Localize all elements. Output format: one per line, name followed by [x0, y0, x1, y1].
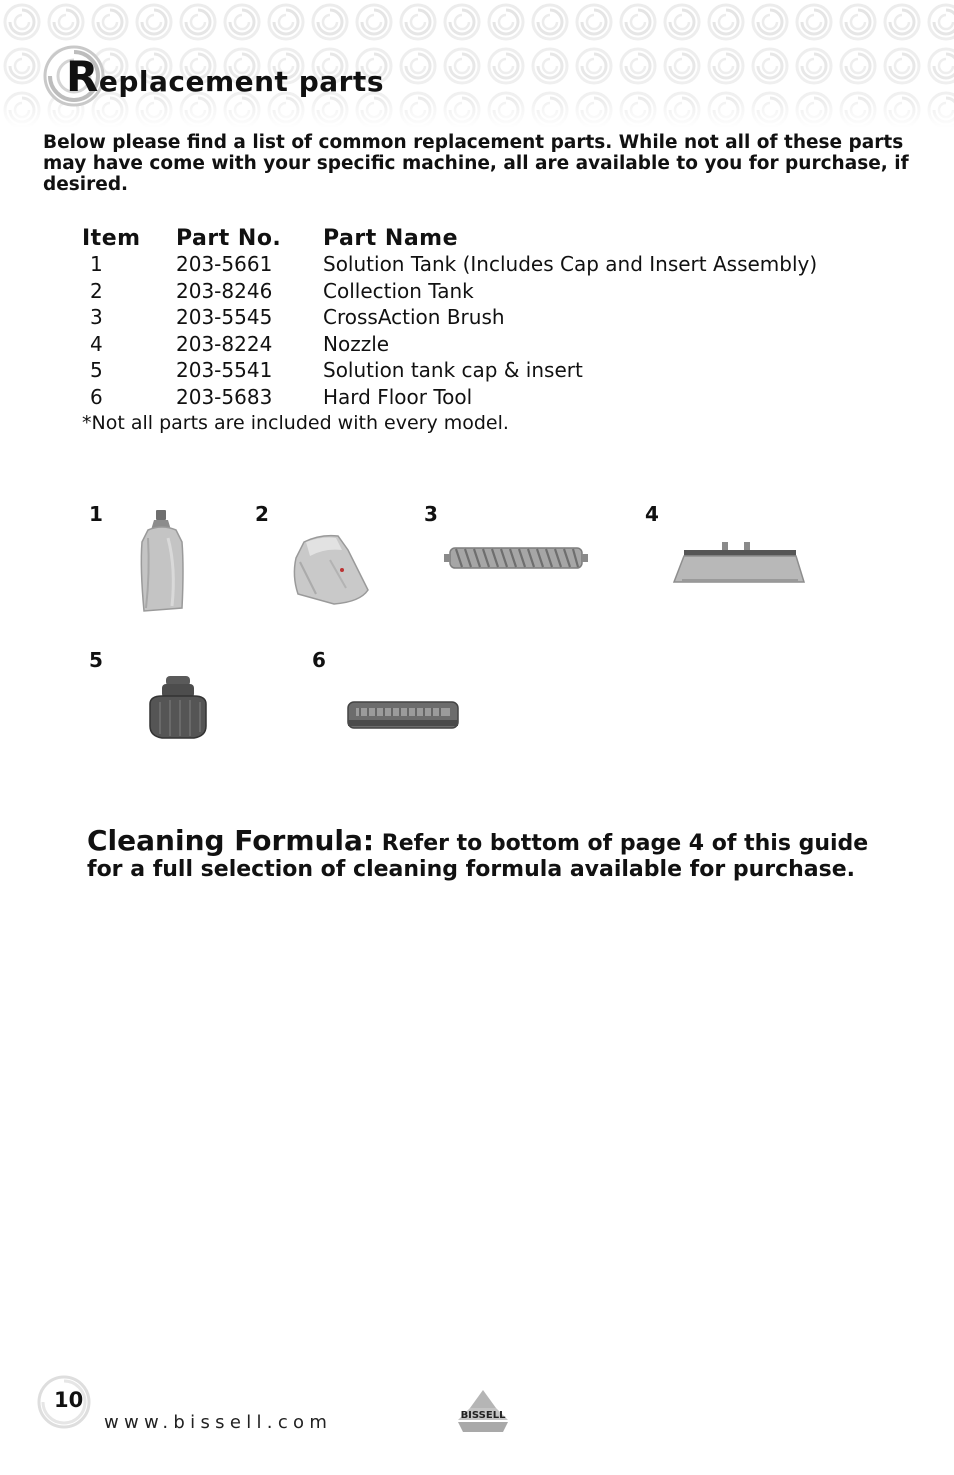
crossaction-brush-icon	[444, 542, 588, 576]
row-part-no: 203-5683	[176, 384, 273, 409]
title-initial: R	[66, 52, 99, 101]
page-title	[66, 52, 384, 101]
figure-label-1: 1	[89, 502, 103, 526]
website-url: www.bissell.com	[104, 1412, 333, 1433]
row-part-no: 203-5541	[176, 358, 273, 382]
row-item: 2	[90, 278, 103, 303]
formula-heading: Cleaning Formula:	[87, 824, 375, 857]
row-part-no: 203-5545	[176, 305, 273, 329]
table-row	[82, 305, 817, 332]
figure-label-2: 2	[255, 502, 269, 526]
figure-label-6: 6	[312, 648, 326, 672]
row-part-name: Solution tank cap & insert	[323, 358, 583, 382]
row-part-name: CrossAction Brush	[323, 305, 505, 329]
row-item: 5	[90, 358, 103, 382]
row-part-name: Nozzle	[323, 331, 390, 356]
header-part-name: Part Name	[323, 226, 459, 251]
tank-cap-icon	[146, 674, 210, 744]
row-part-no: 203-8224	[176, 331, 273, 356]
table-row	[82, 252, 817, 279]
nozzle-icon	[672, 540, 808, 586]
table-row	[82, 385, 817, 412]
figure-label-4: 4	[645, 502, 659, 526]
cleaning-formula-note	[87, 824, 887, 883]
table-row	[82, 279, 817, 306]
title-rest: eplacement parts	[98, 65, 384, 98]
row-item: 6	[90, 384, 103, 409]
intro-paragraph: Below please find a list of common replacement parts. While not all of these parts may have come with your specific machine, all are available to you for purchase, if desired.	[43, 132, 909, 195]
figure-label-5: 5	[89, 648, 103, 672]
formula-text: Refer to bottom of page 4 of this guide for a full selection of cleaning formula available for purchase.	[87, 831, 869, 882]
hard-floor-tool-icon	[346, 698, 460, 732]
row-part-name: Hard Floor Tool	[323, 384, 473, 409]
row-part-name: Solution Tank (Includes Cap and Insert Assembly)	[323, 252, 818, 276]
page-number: 10	[54, 1388, 84, 1412]
parts-table	[82, 226, 817, 434]
solution-tank-icon	[138, 508, 186, 614]
table-row	[82, 358, 817, 385]
table-header	[82, 226, 817, 252]
row-part-name: Collection Tank	[323, 278, 474, 303]
collection-tank-icon	[290, 532, 372, 606]
svg-text:BISSELL: BISSELL	[460, 1410, 506, 1421]
table-footnote: *Not all parts are included with every model.	[82, 412, 509, 434]
figure-label-3: 3	[424, 502, 438, 526]
row-item: 3	[90, 305, 103, 329]
row-item: 4	[90, 331, 103, 356]
row-item: 1	[90, 252, 103, 276]
header-part-no: Part No.	[176, 226, 282, 251]
row-part-no: 203-8246	[176, 278, 273, 303]
row-part-no: 203-5661	[176, 252, 273, 276]
table-row	[82, 332, 817, 359]
header-item: Item	[82, 226, 141, 251]
bissell-logo	[448, 1388, 518, 1434]
